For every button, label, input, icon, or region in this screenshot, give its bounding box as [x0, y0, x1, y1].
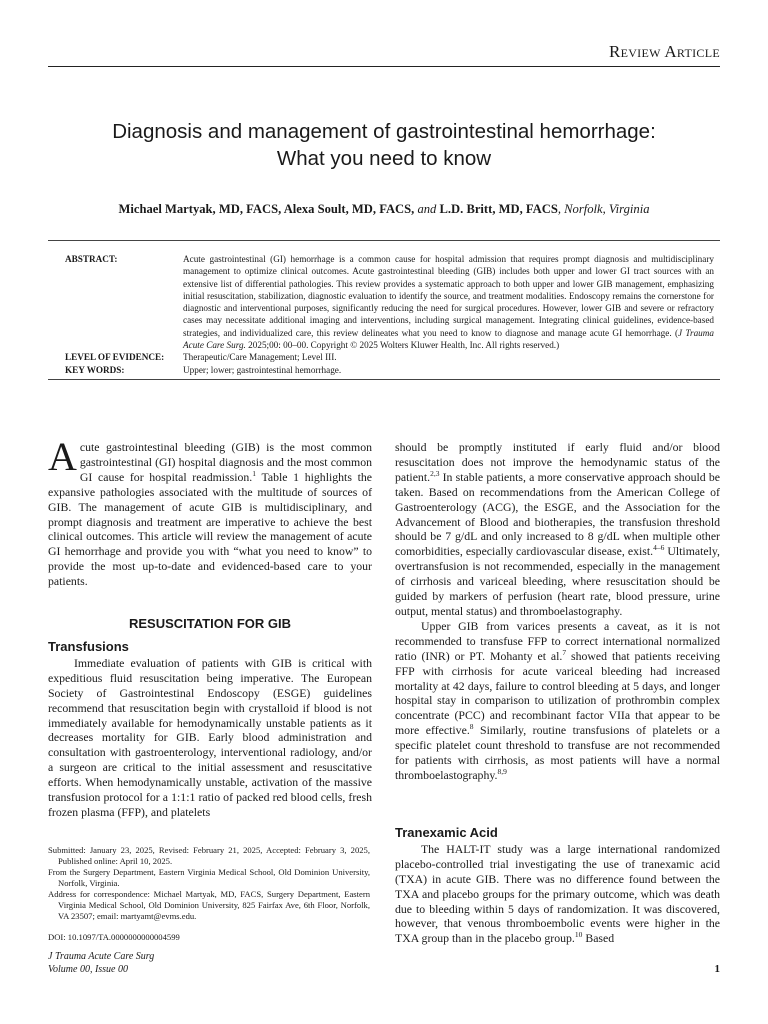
ref-4-6: 4–6 — [653, 543, 665, 553]
subheading-transfusions: Transfusions — [48, 638, 129, 654]
journal-name: J Trauma Acute Care Surg — [48, 951, 155, 962]
authors-last: L.D. Britt, MD, FACS — [439, 202, 558, 216]
level-of-evidence-row — [48, 351, 720, 363]
ref-10: 10 — [574, 930, 583, 940]
level-label: LEVEL OF EVIDENCE: — [65, 352, 165, 363]
footnote-address: Address for correspondence: Michael Martyak, MD, FACS, Surgery Department, Eastern Virginia Medical School, Old Dominion University, 825 Fairfax Ave, 6th Floor, Norfolk, VA 23507; email: martyamt@evms.edu. — [48, 889, 370, 921]
title-line-1: Diagnosis and management of gastrointestinal hemorrhage: — [112, 120, 656, 143]
abstract-row — [48, 241, 720, 351]
abstract-citation-rest: 2025;00: 00–00. Copyright © 2025 Wolters Kluwer Health, Inc. All rights reserved.) — [245, 340, 560, 351]
footnotes — [48, 845, 370, 943]
abstract-text: Acute gastrointestinal (GI) hemorrhage is a common cause for hospital admission that requires prompt diagnosis and multidisciplinary management to optimize clinical outcomes. Acute gastrointestinal bleeding (GIB) includes both upper and lower GI tract sources with an extensive list of differential pathologies. This review provides a systematic approach to both upper and lower GIB management, emphasizing initial resuscitation, stabilization, diagnostic evaluation to identify the source, and treatment modalities. Endoscopy remains the cornerstone for diagnostic and interventional purposes, significantly reducing the need for surgical procedures. However, lower GIB and severe or refractory cases may necessitate additional imaging and interventions, including surgical management. Integrating clinical guidelines, evidence-based strategies, and individualized care, this review delineates what you need to know to diagnose and manage acute GI hemorrhage. (J Trauma Acute Care Surg. 2025;00: 00–00. Copyright © 2025 Wolters Kluwer Health, Inc. All rights reserved.) — [183, 254, 715, 351]
ref-8: 8 — [469, 722, 474, 732]
ref-1: 1 — [252, 468, 257, 478]
right-paragraph-1: should be promptly instituted if early fluid and/or blood resuscitation does not improve the hemodynamic status of the patient.$^{2,3}$ In stable patients, a more conservative approach should be taken. Based on recommendations from the American College of Gastroenterology (ACG), the ESGE, and the Association for the Advancement of Blood and biotherapies, the transfusion threshold should be 7 g/dL and only increased to 8 g/dL when multiple other comorbidities, especially cardiovascular disease, exist.$^{4-6}$ Ultimately, overtransfusion is not recommended, especially in the management of cirrhosis and variceal bleeding, where resuscitation should be guided by markers of perfusion (heart rate, blood pressure, urine output, mental status) and thromboelastography. — [395, 440, 720, 618]
footnote-submitted: Submitted: January 23, 2025, Revised: February 21, 2025, Accepted: February 3, 2025, Published online: April 10, 2025. — [48, 845, 370, 866]
keywords-row — [48, 364, 720, 379]
ref-7: 7 — [562, 647, 567, 657]
abstract-box — [48, 240, 720, 380]
header-rule — [48, 66, 720, 67]
footer-journal — [48, 951, 154, 976]
keywords-value: Upper; lower; gastrointestinal hemorrhage. — [183, 364, 342, 375]
abstract-citation-journal: J Trauma Acute Care Surg. — [183, 327, 715, 351]
left-column — [48, 434, 372, 820]
right-column-lower — [395, 826, 720, 946]
authors-and: and — [417, 202, 437, 216]
transfusions-paragraph: Immediate evaluation of patients with GIB is critical with expeditious fluid resuscitation being imperative. The European Society of Gastrointestinal Endoscopy (ESGE) guidelines recommend that resuscitation begin with crystalloid if blood is not immediately available for hemodynamically unstable patients as it decreases mortality for GIB. Early blood administration and consultation with gastroenterology, interventional radiology, and/or a surgeon are critical to the initial assessment and resuscitative efforts. When hemodynamically unstable, activation of the massive transfusion protocol for a 1:1:1 ratio of packed red blood cells, fresh frozen plasma (FFP), and platelets — [48, 655, 372, 819]
txa-paragraph: The HALT-IT study was a large international randomized placebo-controlled trial investigating the use of tranexamic acid (TXA) in acute GIB. There was no difference found between the TXA and placebo groups for the primary outcome, which was death due to bleeding within 5 days of randomization. It was discovered, however, that venous thromboembolic events were higher in the TXA group than in the placebo group.$^{10}$ Based — [395, 841, 720, 946]
drop-cap: A — [48, 434, 77, 479]
level-value: Therapeutic/Care Management; Level III. — [183, 352, 337, 363]
footnote-doi: DOI: 10.1097/TA.0000000000004599 — [48, 932, 180, 942]
title-line-2: What you need to know — [276, 147, 492, 170]
author-line — [48, 202, 720, 217]
authors-location: , Norfolk, Virginia — [557, 202, 650, 216]
article-title — [48, 118, 720, 172]
journal-volume: Volume 00, Issue 00 — [48, 963, 128, 975]
keywords-label: KEY WORDS: — [65, 364, 125, 375]
ref-2-3: 2,3 — [430, 468, 440, 478]
subheading-tranexamic-acid: Tranexamic Acid — [395, 825, 498, 840]
right-paragraph-2: Upper GIB from varices presents a caveat, as it is not recommended to transfuse FFP to correct international normalized ratio (INR) or PT. Mohanty et al.$^7$ showed that patients receiving FFP with cirrhosis for acute variceal bleeding had increased mortality at 42 days, failure to control bleeding at 5 days, and longer hospital stay in comparison to utilization of prothrombin complex concentrate (PCC) and recombinant factor VIIa that appear to be more effective.$^8$ Similarly, routine transfusions of platelets or a specific platelet count threshold to transfuse are not recommended for patients with cirrhosis, as most patients will have a normal thromboelastography.$^{8,9}$ — [395, 618, 720, 782]
right-column — [395, 440, 720, 783]
footnote-from: From the Surgery Department, Eastern Virginia Medical School, Old Dominion University, Norfolk, Virginia. — [48, 867, 370, 888]
section-label: Review Article — [608, 42, 720, 61]
page-number: 1 — [714, 963, 720, 975]
authors-primary: Michael Martyak, MD, FACS, Alexa Soult, MD, FACS, — [118, 202, 415, 216]
intro-paragraph: Acute gastrointestinal bleeding (GIB) is the most common gastrointestinal (GI) hospital diagnosis and the most common GI cause for hospital readmission.$^1$ Table 1 highlights the expansive pathologies associated with the multitude of sources of GIB. The management of acute GIB is multidisciplinary, and prompt diagnosis and treatment are imperative to achieve the best clinical outcomes. This article will review the management of acute GI hemorrhage and provide you with “what you need to know” to provide the most up-to-date and evidenced-based care to your patients. — [48, 434, 372, 589]
section-heading-resuscitation: RESUSCITATION FOR GIB — [128, 616, 292, 632]
ref-8-9: 8,9 — [497, 767, 507, 777]
abstract-label: ABSTRACT: — [65, 254, 118, 264]
